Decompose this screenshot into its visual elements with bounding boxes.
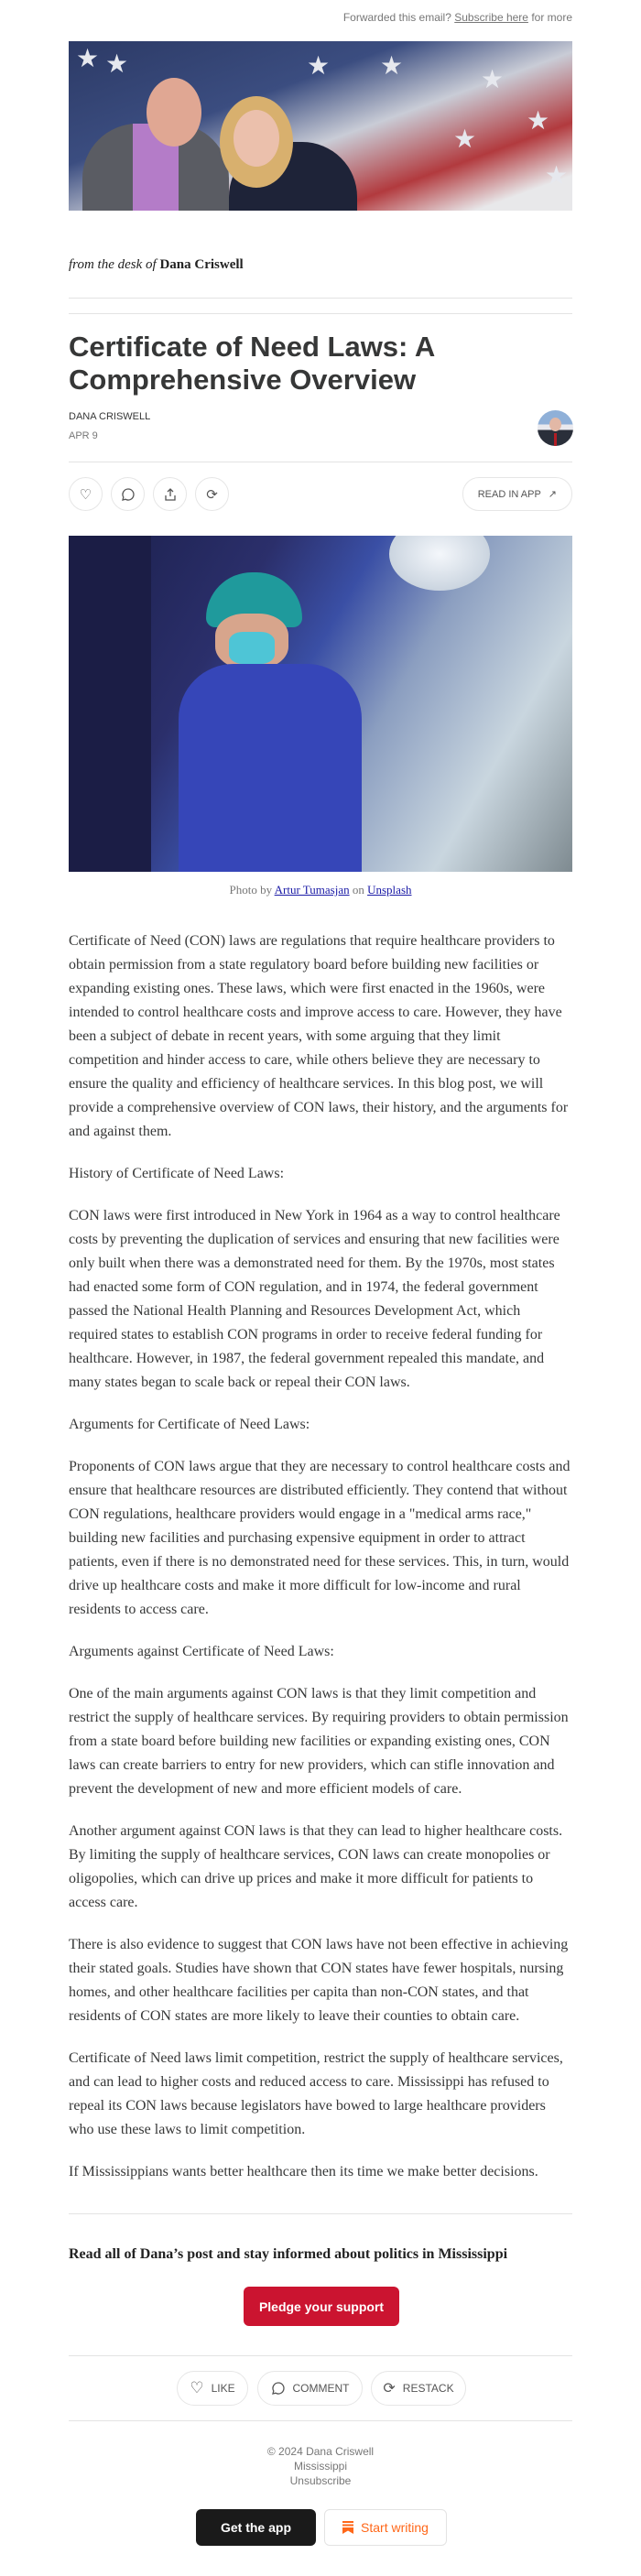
- header-banner-image: ★ ★ ★ ★ ★ ★ ★ ★: [69, 41, 572, 211]
- footer: [69, 2444, 572, 2488]
- unsubscribe-link[interactable]: Unsubscribe: [289, 2474, 352, 2487]
- photo-caption: [69, 883, 572, 897]
- start-writing-button[interactable]: [324, 2509, 447, 2546]
- paragraph: CON laws were first introduced in New York in 1964 as a way to control healthcare costs by preventing the duplication of services and ensuring that new facilities were only built when there was a demonstrated need for them. By the 1970s, most states had enacted some form of CON regulation, and in 1974, the federal government passed the National Health Planning and Resources Development Act, which required states to establish CON programs in order to receive federal funding for healthcare. However, in 1987, the federal government repealed this mandate, and many states began to scale back or repeal their CON laws.: [69, 1208, 560, 1390]
- surgeon-photo: [69, 536, 572, 872]
- for-more-text: for more: [531, 11, 572, 24]
- paragraph: One of the main arguments against CON laws is that they limit competition and restrict the supply of healthcare services. By requiring providers to obtain permission from a state board before building new facilities or expanding existing ones, CON laws can create barriers to entry for new providers, which can stifle innovation and prevent the development of new and more efficient models of care.: [69, 1686, 569, 1797]
- section-heading: Arguments against Certificate of Need Laws:: [69, 1644, 334, 1659]
- forwarded-notice: [69, 11, 572, 24]
- restack-pill-button[interactable]: [371, 2371, 466, 2406]
- section-heading: Arguments for Certificate of Need Laws:: [69, 1417, 310, 1432]
- substack-logo-icon: [342, 2521, 353, 2534]
- restack-label: RESTACK: [402, 2382, 454, 2395]
- read-in-app-label: READ IN APP: [477, 488, 541, 500]
- read-in-app-button[interactable]: [462, 477, 572, 511]
- heart-icon: ♡: [79, 486, 92, 503]
- from-desk-label: from the desk of: [69, 257, 157, 272]
- post-author[interactable]: DANA CRISWELL: [69, 411, 151, 422]
- divider: [69, 298, 572, 299]
- paragraph: If Mississippians wants better healthcare then its time we make better decisions.: [69, 2164, 538, 2179]
- post-date: APR 9: [69, 430, 98, 441]
- comment-icon: [121, 487, 136, 502]
- comment-label: COMMENT: [292, 2382, 350, 2395]
- start-writing-label: Start writing: [361, 2520, 429, 2535]
- copyright: © 2024 Dana Criswell: [266, 2445, 375, 2458]
- comment-button[interactable]: [111, 477, 145, 511]
- divider: [69, 2420, 572, 2421]
- section-heading: History of Certificate of Need Laws:: [69, 1166, 285, 1181]
- like-button[interactable]: [69, 477, 103, 511]
- pledge-support-button[interactable]: Pledge your support: [244, 2287, 399, 2326]
- restack-button[interactable]: [195, 477, 229, 511]
- divider: [69, 2355, 572, 2356]
- footer-location: Mississippi: [293, 2460, 347, 2473]
- photographer-link[interactable]: Artur Tumasjan: [274, 883, 350, 897]
- like-pill-button[interactable]: [177, 2371, 248, 2406]
- post-actions: [69, 477, 572, 511]
- paragraph: Another argument against CON laws is that they can lead to higher healthcare costs. By limiting the supply of healthcare services, CON laws can create monopolies or oligopolies, which can drive up prices and make it more difficult for patients to access care.: [69, 1823, 563, 1910]
- comment-icon: [271, 2381, 286, 2396]
- heart-icon: ♡: [190, 2379, 204, 2397]
- subscribe-link[interactable]: Subscribe here: [454, 11, 528, 24]
- cta-heading: Read all of Dana’s post and stay informed about politics in Mississippi: [69, 2246, 508, 2262]
- author-avatar[interactable]: [538, 410, 573, 446]
- post-body: [69, 929, 572, 2202]
- share-icon: [163, 487, 178, 502]
- paragraph: Certificate of Need laws limit competition, restrict the supply of healthcare services, and can lead to higher costs and reduced access to care. Mississippi has refused to repeal its CON laws because legislators have bowed to large healthcare providers who use these laws to limit competition.: [69, 2050, 563, 2137]
- unsplash-link[interactable]: Unsplash: [367, 883, 412, 897]
- restack-icon: ⟳: [206, 486, 218, 503]
- caption-prefix: Photo by: [229, 883, 273, 897]
- share-button[interactable]: [153, 477, 187, 511]
- post-title[interactable]: Certificate of Need Laws: A Comprehensive Overview: [69, 331, 435, 396]
- divider: [69, 313, 572, 314]
- get-the-app-button[interactable]: Get the app: [196, 2509, 316, 2546]
- like-label: LIKE: [211, 2382, 235, 2395]
- masthead-author: Dana Criswell: [159, 257, 244, 272]
- paragraph: Proponents of CON laws argue that they are necessary to control healthcare costs and ensure that healthcare resources are distributed efficiently. They contend that without CON regulations, healthcare providers would engage in a "medical arms race," building new facilities and purchasing expensive equipment in order to attract patients, even if there is no demonstrated need for these services. This, in turn, would drive up healthcare costs and make it more difficult for low-income and rural residents to access care.: [69, 1459, 570, 1617]
- caption-middle: on: [352, 883, 364, 897]
- restack-icon: ⟳: [383, 2381, 396, 2397]
- forwarded-text: Forwarded this email?: [342, 11, 451, 24]
- masthead: [69, 257, 572, 273]
- comment-pill-button[interactable]: [257, 2371, 363, 2406]
- paragraph: Certificate of Need (CON) laws are regulations that require healthcare providers to obtain permission from a state regulatory board before building new facilities or expanding existing ones. These laws, which were first enacted in the 1960s, were intended to control healthcare costs and improve access to care. However, they have been a subject of debate in recent years, with some arguing that they limit competition and hinder access to care, while others believe they are necessary to ensure the quality and efficiency of healthcare services. In this blog post, we will provide a comprehensive overview of CON laws, their history, and the arguments for and against them.: [69, 933, 569, 1139]
- paragraph: There is also evidence to suggest that CON laws have not been effective in achieving their stated goals. Studies have shown that CON states have fewer hospitals, nursing homes, and other healthcare facilities per capita than non-CON states, and that residents of CON states are more likely to leave their counties to obtain care.: [69, 1937, 569, 2024]
- divider: [69, 2213, 572, 2214]
- arrow-up-right-icon: ↗: [548, 489, 557, 500]
